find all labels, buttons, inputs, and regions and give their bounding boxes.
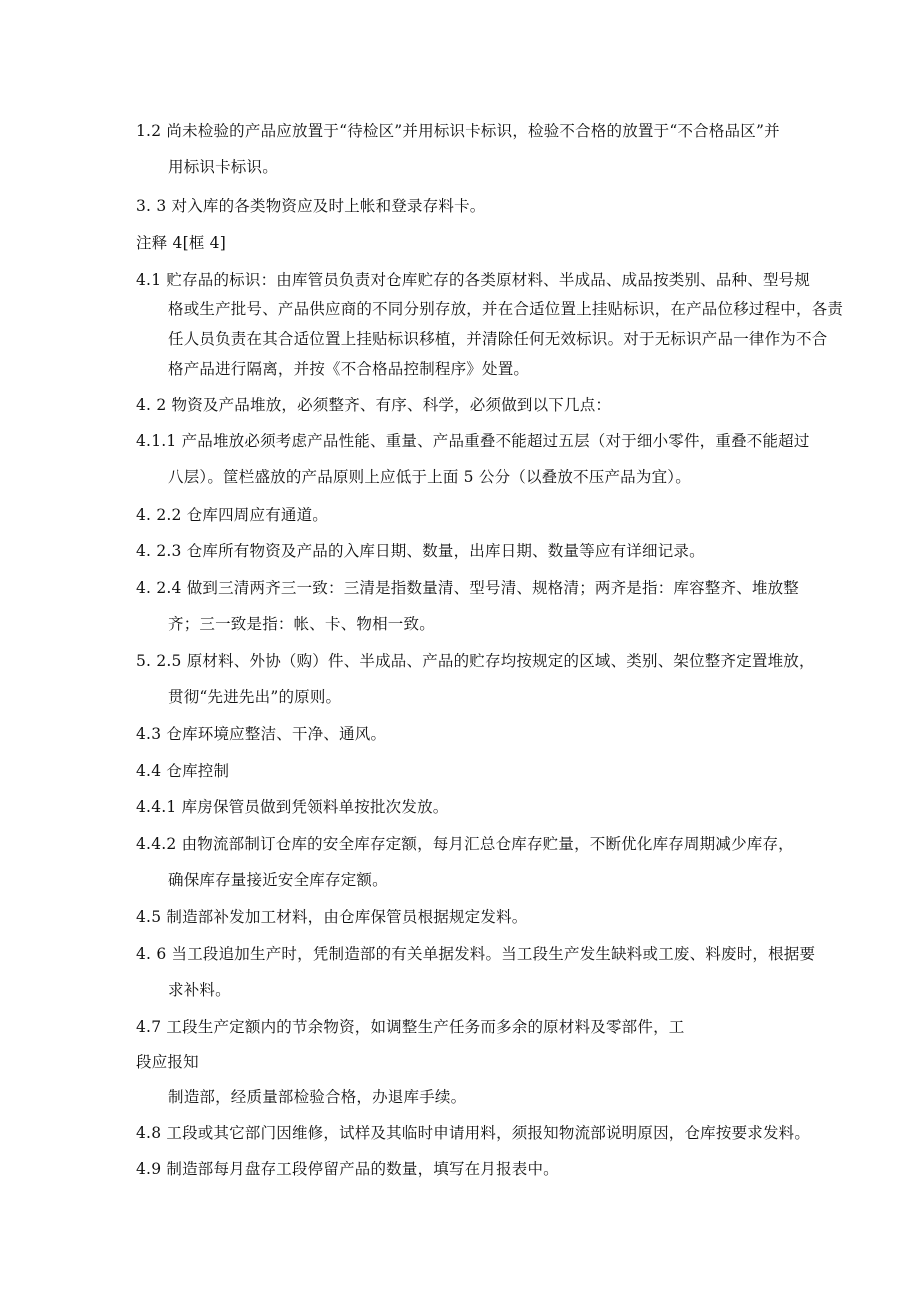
clause-4-2-5-line-1: 5. 2.5 原材料、外协（购）件、半成品、产品的贮存均按规定的区域、类别、架位整齐定置堆放， bbox=[136, 652, 815, 670]
clause-4-3: 4.3 仓库环境应整洁、干净、通风。 bbox=[136, 725, 387, 743]
clause-4-1-line-3: 任人员负责在其合适位置上挂贴标识移植，并清除任何无效标识。对于无标识产品一律作为不合 bbox=[168, 330, 828, 348]
clause-4-1-line-1: 4.1 贮存品的标识：由库管员负责对仓库贮存的各类原材料、半成品、成品按类别、品种、型号规 bbox=[136, 271, 811, 289]
clause-4-8: 4.8 工段或其它部门因维修，试样及其临时申请用料，须报知物流部说明原因，仓库按要求发料。 bbox=[136, 1124, 811, 1142]
clause-4-7-line-3: 制造部，经质量部检验合格，办退库手续。 bbox=[168, 1088, 467, 1106]
clause-4-4-2-line-1: 4.4.2 由物流部制订仓库的安全库存定额，每月汇总仓库存贮量，不断优化库存周期减少库存， bbox=[136, 835, 794, 853]
clause-4-2-4-line-2: 齐；三一致是指：帐、卡、物相一致。 bbox=[168, 615, 435, 633]
clause-4-1-1-line-2: 八层）。筐栏盛放的产品原则上应低于上面 5 公分（以叠放不压产品为宜）。 bbox=[168, 468, 691, 486]
clause-4-7-line-2: 段应报知 bbox=[136, 1053, 199, 1071]
clause-4-2-3: 4. 2.3 仓库所有物资及产品的入库日期、数量，出库日期、数量等应有详细记录。 bbox=[136, 542, 705, 560]
clause-4-4-1: 4.4.1 库房保管员做到凭领料单按批次发放。 bbox=[136, 798, 449, 816]
clause-4-1-line-4: 格产品进行隔离，并按《不合格品控制程序》处置。 bbox=[168, 360, 530, 378]
clause-4-2-2: 4. 2.2 仓库四周应有通道。 bbox=[136, 506, 328, 524]
clause-4-2-5-line-2: 贯彻“先进先出”的原则。 bbox=[168, 688, 342, 706]
clause-1-2-line-2: 用标识卡标识。 bbox=[168, 158, 278, 176]
clause-4-4: 4.4 仓库控制 bbox=[136, 762, 230, 780]
clause-4-6-line-2: 求补料。 bbox=[168, 981, 231, 999]
clause-4-5: 4.5 制造部补发加工材料，由仓库保管员根据规定发料。 bbox=[136, 908, 528, 926]
clause-4-2: 4. 2 物资及产品堆放，必须整齐、有序、科学，必须做到以下几点： bbox=[136, 396, 612, 414]
clause-4-4-2-line-2: 确保库存量接近安全库存定额。 bbox=[168, 871, 388, 889]
clause-4-7-line-1: 4.7 工段生产定额内的节余物资，如调整生产任务而多余的原材料及零部件，工 bbox=[136, 1018, 685, 1036]
clause-1-2-line-1: 1.2 尚未检验的产品应放置于“待检区”并用标识卡标识，检验不合格的放置于“不合格品区”并 bbox=[136, 122, 780, 140]
clause-4-1-line-2: 格或生产批号、产品供应商的不同分别存放，并在合适位置上挂贴标识，在产品位移过程中，各责 bbox=[168, 300, 844, 318]
clause-4-6-line-1: 4. 6 当工段追加生产时，凭制造部的有关单据发料。当工段生产发生缺料或工废、料废时，根据要 bbox=[136, 945, 816, 963]
annotation-note: 注释 4[框 4] bbox=[136, 234, 226, 252]
clause-4-9: 4.9 制造部每月盘存工段停留产品的数量，填写在月报表中。 bbox=[136, 1160, 559, 1178]
clause-4-1-1-line-1: 4.1.1 产品堆放必须考虑产品性能、重量、产品重叠不能超过五层（对于细小零件，重叠不能超过 bbox=[136, 432, 810, 450]
clause-3-3: 3. 3 对入库的各类物资应及时上帐和登录存料卡。 bbox=[136, 197, 486, 215]
clause-4-2-4-line-1: 4. 2.4 做到三清两齐三一致：三清是指数量清、型号清、规格清；两齐是指：库容整齐、堆放整 bbox=[136, 579, 799, 597]
